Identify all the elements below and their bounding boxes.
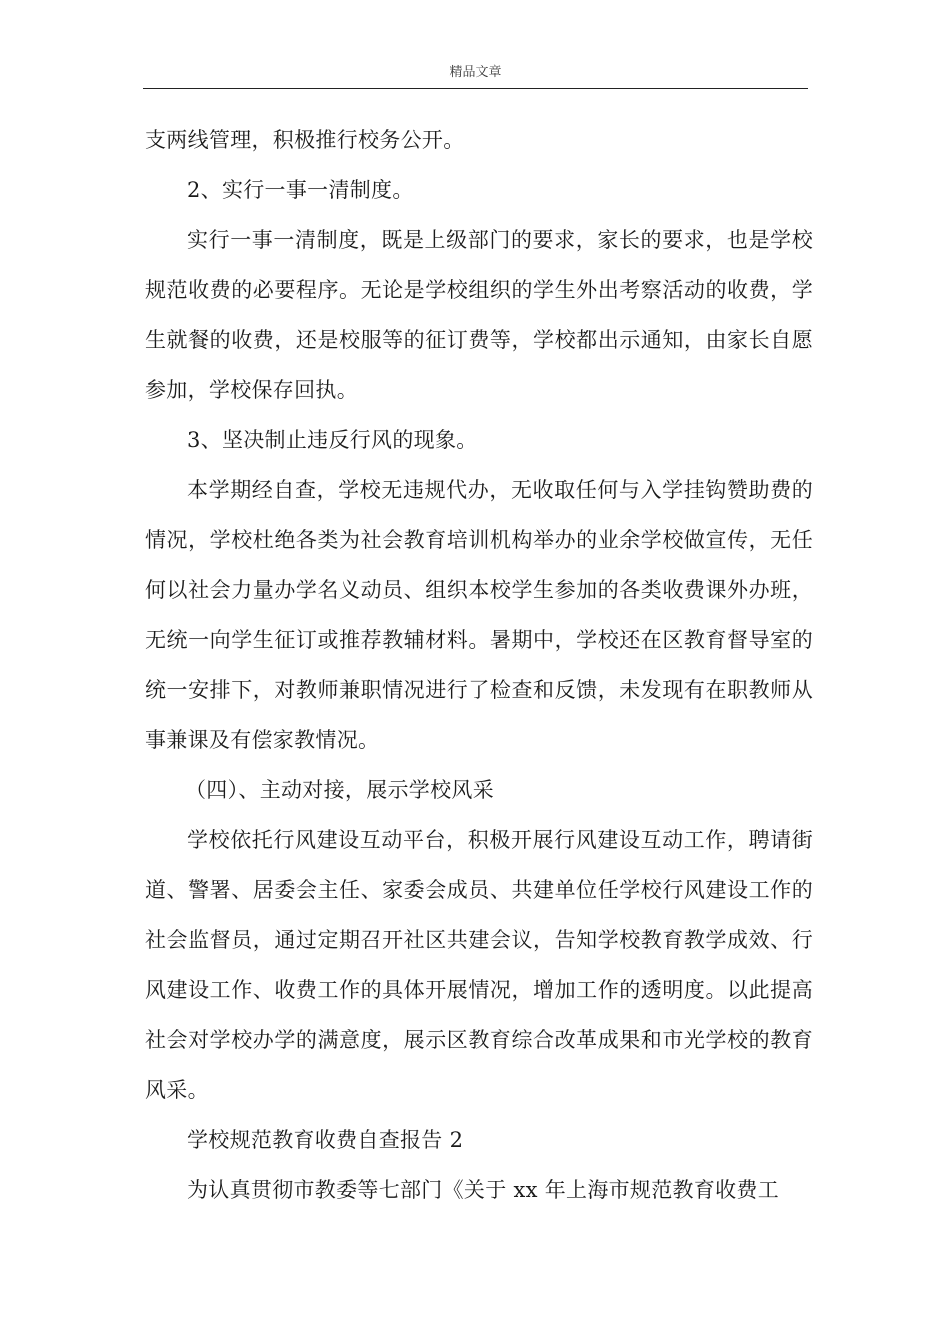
paragraph: 实行一事一清制度，既是上级部门的要求，家长的要求，也是学校规范收费的必要程序。无论是学校组织的学生外出考察活动的收费，学生就餐的收费，还是校服等的征订费等，学校都出示通知，由家长自愿参加，学校保存回执。 — [145, 228, 813, 402]
document-body — [145, 115, 813, 1215]
paragraph-continuation: 支两线管理，积极推行校务公开。 — [145, 128, 465, 152]
section-heading-3: 3、坚决制止违反行风的现象。 — [187, 428, 478, 452]
paragraph: 学校依托行风建设互动平台，积极开展行风建设互动工作，聘请街道、警署、居委会主任、家委会成员、共建单位任学校行风建设工作的社会监督员，通过定期召开社区共建会议，告知学校教育教学成效、行风建设工作、收费工作的具体开展情况，增加工作的透明度。以此提高社会对学校办学的满意度，展示区教育综合改革成果和市光学校的教育风采。 — [145, 828, 813, 1102]
section-heading-2: 2、实行一事一清制度。 — [187, 178, 414, 202]
section-heading-4: （四）、主动对接，展示学校风采 — [185, 778, 494, 802]
paragraph: 为认真贯彻市教委等七部门《关于 xx 年上海市规范教育收费工 — [187, 1178, 780, 1202]
paragraph: 本学期经自查，学校无违规代办，无收取任何与入学挂钩赞助费的情况，学校杜绝各类为社会教育培训机构举办的业余学校做宣传，无任何以社会力量办学名义动员、组织本校学生参加的各类收费课外办班，无统一向学生征订或推荐教辅材料。暑期中，学校还在区教育督导室的统一安排下，对教师兼职情况进行了检查和反馈，未发现有在职教师从事兼课及有偿家教情况。 — [145, 478, 813, 752]
report-title: 学校规范教育收费自查报告 2 — [187, 1128, 464, 1152]
page-header: 精品文章 — [143, 62, 808, 89]
